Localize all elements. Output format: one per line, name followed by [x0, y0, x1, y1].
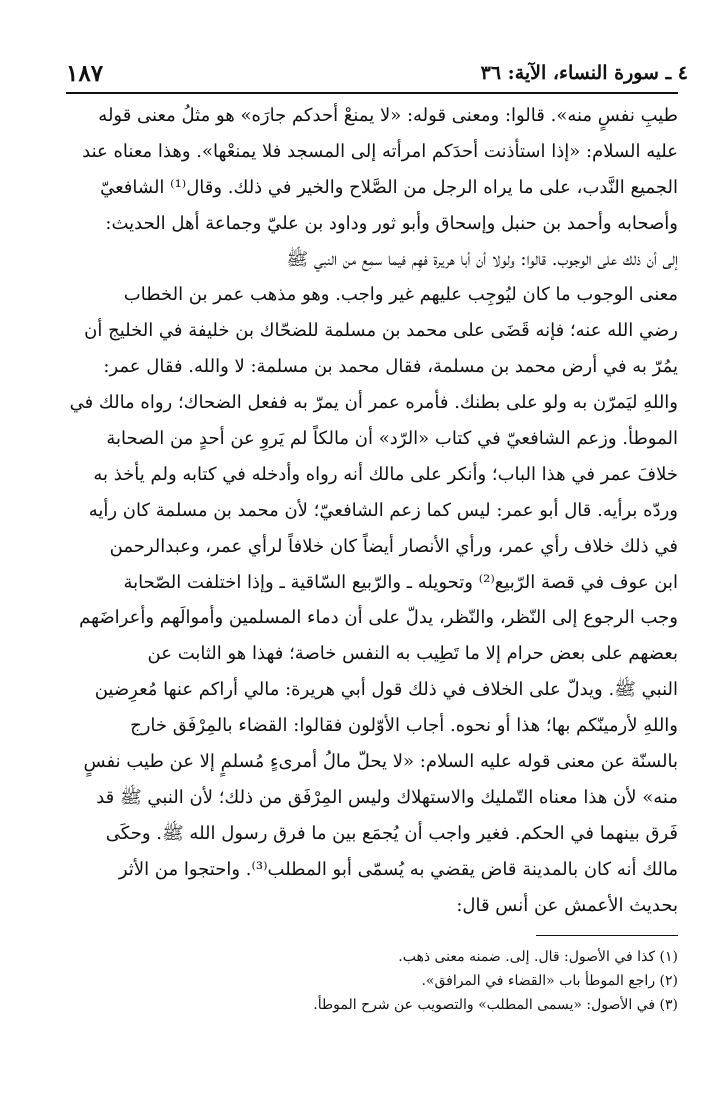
body-line: النبي ﷺ. ويدلّ على الخلاف في ذلك قول أبي هريرة: مالي أراكم عنها مُعرِضين: [94, 679, 678, 701]
body-line: فَرق بينهما في الحكم. فغير واجب أن يُجمَع بين ما فرق رسول الله ﷺ. وحكَى: [105, 822, 678, 844]
body-line: خلافَ عمر في هذا الباب؛ وأنكر على مالك أنه رواه وأدخله في كتابه ولم يأخذ به: [93, 463, 678, 485]
body-line: وأصحابه وأحمد بن حنبل وإسحاق وأبو ثور وداود بن عليّ وجماعة أهل الحديث:: [105, 212, 678, 234]
body-line: وردّه برأيه. قال أبو عمر: ليس كما زعم الشافعيّ؛ لأن محمد بن مسلمة كان رأيه: [88, 499, 678, 521]
body-line: واللهِ لأرمينّكم بها؛ هذا أو نحوه. أجاب الأوّلون فقالوا: القضاء بالمِرْفَق خارج: [130, 715, 678, 737]
body-line: رضي الله عنه؛ فإنه قَضَى على محمد بن مسلمة للضحّاك بن خليفة في الخليج أن: [84, 320, 678, 342]
running-title: ٤ ـ سورة النساء، الآية: ٣٦: [480, 62, 688, 84]
body-line: عليه السلام: «إذا استأذنت أحدَكم امرأته إلى المسجد فلا يمنعْها». وهذا معناه عند: [82, 140, 678, 162]
footnote-rule: [536, 935, 678, 936]
body-line: منه» لأن هذا معناه التّمليك والاستهلاك وليس المِرْفَق من ذلك؛ لأن النبي ﷺ قد: [96, 786, 678, 808]
body-text: [70, 98, 678, 923]
page-header: [66, 60, 688, 90]
body-line: في ذلك خلاف رأي عمر، ورأي الأنصار أيضاً كان خلافاً لرأي عمر، وعبدالرحمن: [109, 535, 678, 557]
footnotes: [70, 945, 678, 1017]
body-line: بالسنّة عن معنى قوله عليه السلام: «لا يحلّ مالُ أمرىءٍ مُسلمٍ إلا عن طيب نفسٍ: [83, 751, 678, 773]
body-line: ابن عوف في قصة الرّبيع⁽²⁾ وتحويله ـ والرّبيع السّاقية ـ وإذا اختلفت الصّحابة: [123, 571, 678, 593]
page-number: ١٨٧: [66, 60, 104, 87]
body-line: الموطأ. وزعم الشافعيّ في كتاب «الرّد» أن مالكاً لم يَروِ عن أحدٍ من الصحابة: [106, 428, 678, 450]
body-line: وجب الرجوع إلى النّظر، والنّظر، يدلّ على أن دماء المسلمين وأموالَهم وأعراضَهم: [79, 607, 678, 629]
body-line: بعضهم على بعض حرام إلا ما تَطِيب به النفس خاصة؛ فهذا هو الثابت عن: [147, 643, 678, 665]
body-line: الجميع النَّدب، على ما يراه الرجل من الصَّلاح والخير في ذلك. وقال⁽¹⁾ الشافعيّ: [100, 176, 678, 198]
body-line: إلى أن ذلك على الوجوب. قالوا: ولولا أن أبا هريرة فهِم فيما سمِع من النبي ﷺ: [286, 248, 678, 270]
body-line: مالك أنه كان بالمدينة قاض يقضي به يُسمّى أبو المطلب⁽³⁾. واحتجوا من الأثر: [118, 858, 678, 880]
body-line: طيبِ نفسٍ منه». قالوا: ومعنى قوله: «لا يمنعْ أحدكم جارَه» هو مثلُ معنى قوله: [98, 105, 678, 126]
body-line: يمُرّ به في أرض محمد بن مسلمة، فقال محمد بن مسلمة: لا والله. فقال عمر:: [103, 356, 678, 378]
footnote: (٢) راجع الموطأ باب «القضاء في المرافق».: [421, 973, 678, 989]
footnote: (٣) في الأصول: «يسمى المطلب» والتصويب عن شرح الموطأ.: [313, 997, 678, 1013]
body-line: معنى الوجوب ما كان ليُوجِب عليهم غير واجب. وهو مذهب عمر بن الخطاب: [123, 284, 678, 306]
footnote: (١) كذا في الأصول: قال. إلى. ضمنه معنى ذهب.: [398, 949, 678, 965]
body-line: واللهِ ليَمرّن به ولو على بطنك. فأمره عمر أن يمرّ به ففعل الضحاك؛ رواه مالك في: [70, 392, 678, 414]
body-line: بحديث الأعمش عن أنس قال:: [456, 894, 678, 916]
header-rule: [66, 92, 678, 94]
